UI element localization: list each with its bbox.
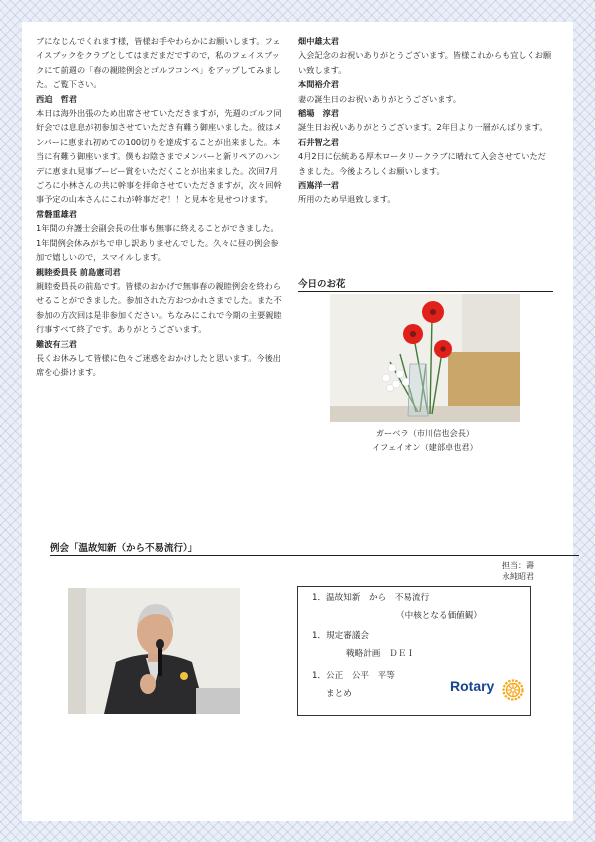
member-name: 石井智之君	[298, 136, 339, 147]
member-name: 畑中雄太君	[298, 36, 339, 46]
agenda-line-5: 1．公正 公平 平等	[312, 671, 395, 681]
member-name: 難波有三君	[36, 338, 77, 349]
right-column	[298, 34, 552, 207]
agenda-line-3: 1．規定審議会	[312, 631, 370, 641]
member-name: 親睦委員長 前島憲司君	[36, 266, 121, 277]
speaker-photo	[68, 588, 240, 714]
rotary-logo-text: Rotary	[450, 678, 495, 694]
member-name: 常磐重雄君	[36, 208, 77, 219]
member-name: 西迫 哲君	[36, 93, 77, 104]
member-name: 本間裕介君	[298, 79, 339, 90]
member-message: 親睦委員長の前島です。皆様のおかげで無事春の親睦例会を終わらせることができました。参加された方おつかれさまでした。また不参加の方次回は是非参加ください。ちなみにこれで今期の主要親睦行事すべて終了です。ありがとうございます。	[36, 280, 282, 335]
agenda-line-2: （中核となる価値観）	[396, 611, 482, 621]
member-message: 1年間の弁護士会副会長の仕事も無事に終えることができました。1年間例会休みがちで申し訳ありませんでした。久々に昼の例会参加で嬉しいので，スマイルします。	[36, 223, 279, 263]
member-message: 長くお休みして皆様に色々ご迷惑をおかけしたと思います。今後出席を心掛けます。	[36, 352, 281, 378]
reikai-title: 例会「温故知新（から不易流行）」	[50, 540, 579, 556]
agenda-line-1: 1．温故知新 から 不易流行	[312, 593, 430, 603]
flower-caption-ipheion: イフェイオン（建部卓也君）	[372, 442, 478, 452]
member-message: 本日は海外出張のため出席させていただきますが，先週のゴルフ同好会では息息が初参加させていただき有難う御座いました。彼はメンバーに恵まれ初めての100切りを達成することが出来ました。本当に有難う御座います。僕もお陰さまでメンバーと新リペアのハンデに恵まれ見事ブービー賞をいただくことが出来ました。次回7月ごろに小林さんの共に幹事を拝命させていただきますが，次々回幹事予定の山本さんにこれが幹事だぞ！！と見本を見せつけます。	[36, 108, 282, 205]
left-column	[36, 34, 282, 380]
agenda-line-6: まとめ	[326, 689, 352, 699]
member-message: 入会記念のお祝いありがとうございます。皆様これからも宜しくお願い致します。	[298, 50, 552, 75]
flowers-photo	[330, 294, 520, 422]
member-name: 西嶌洋一君	[298, 180, 339, 191]
reikai-agenda-box	[297, 586, 531, 716]
page	[22, 22, 573, 821]
rotary-wheel-icon	[502, 679, 524, 707]
flower-caption-gerbera: ガーベラ（市川信也会長）	[375, 428, 475, 438]
member-message: 所用のため早退致します。	[298, 194, 396, 205]
member-message: 4月2日に伝統ある厚木ロータリークラブに晴れて入会させていただきました。今後よろしくお願いします。	[298, 151, 546, 176]
member-message: 妻の誕生日のお祝いありがとうございます。	[298, 93, 462, 104]
member-message: ブになじんでくれます様，皆様お手やわらかにお願いします。フェイスブックをクラブとしてはまだまだですので，私のフェイスブックにて前週の「春の親睦例会とゴルフコンペ」をアップしてみました。ご覧下さい。	[36, 36, 281, 90]
reikai-speaker: 担当：壽永純昭君	[502, 561, 534, 581]
flowers-section-title: 今日のお花	[298, 276, 553, 292]
agenda-line-4: 戦略計画 ＤＥＩ	[346, 649, 415, 659]
member-message: 誕生日お祝いありがとうございます。2年目より一層がんばります。	[298, 122, 548, 133]
member-name: 稲場 淳君	[298, 108, 339, 119]
